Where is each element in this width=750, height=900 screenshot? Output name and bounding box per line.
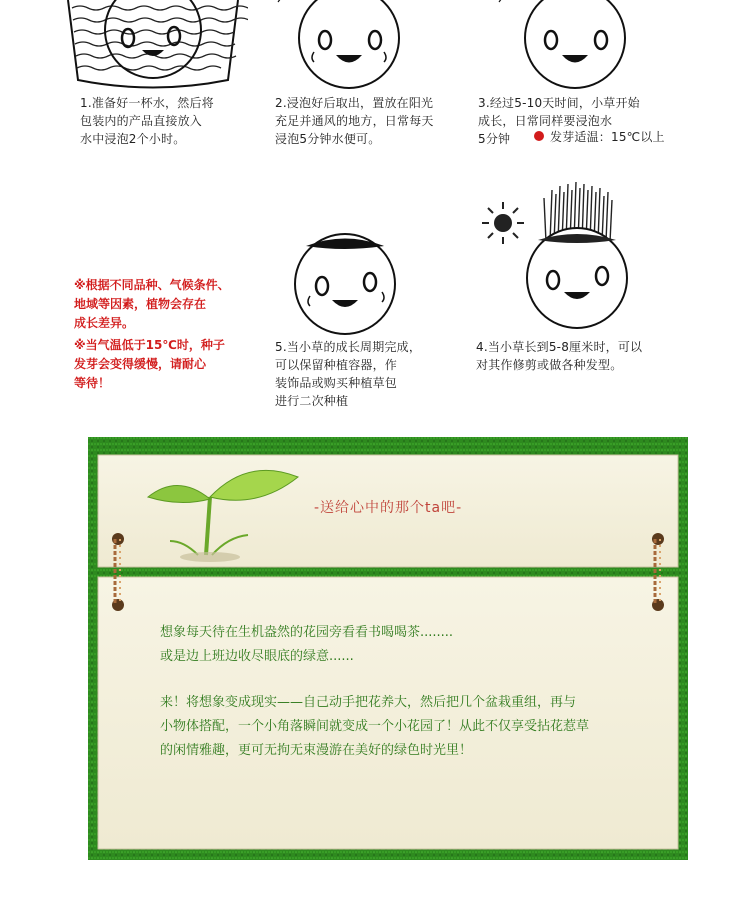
face-pot-illustration	[495, 0, 645, 92]
note-growth-difference: ※根据不同品种、气候条件、 地域等因素，植物会存在 成长差异。	[74, 278, 230, 330]
grass-pot-illustration	[520, 180, 635, 330]
message-line-4: 小物体搭配，一个小角落瞬间就变成一个小花园了！从此不仅享受拈花惹草	[160, 719, 590, 734]
empty-pot-illustration	[290, 226, 400, 340]
face-pot-illustration	[272, 0, 422, 92]
message-line-2: 或是边上班边收尽眼底的绿意......	[160, 649, 354, 664]
cup-illustration	[58, 0, 248, 92]
message-line-3: 来！将想象变成现实——自己动手把花养大，然后把几个盆栽重组，再与	[160, 695, 577, 710]
step-3-text: 3.经过5-10天时间，小草开始 成长，日常同样要浸泡水 5分钟	[478, 96, 640, 146]
message-board	[88, 437, 688, 860]
step-1-text: 1.准备好一杯水，然后将 包装内的产品直接放入 水中浸泡2个小时。	[80, 96, 214, 146]
step-4-text: 4.当小草长到5-8厘米时，可以 对其作修剪或做各种发型。	[476, 340, 643, 372]
spacer	[160, 669, 660, 691]
red-dot-icon	[534, 131, 544, 141]
board-slogan: -送给心中的那个ta吧-	[314, 500, 463, 516]
message-line-5: 的闲情雅趣，更可无拘无束漫游在美好的绿色时光里！	[160, 743, 473, 758]
message-line-1: 想象每天待在生机盎然的花园旁看看书喝喝茶........	[160, 625, 454, 640]
step-2-text: 2.浸泡好后取出，置放在阳光 充足并通风的地方，日常每天 浸泡5分钟水便可。	[275, 96, 434, 146]
board-message	[160, 621, 660, 763]
note-temperature: ※当气温低于15℃时，种子 发芽会变得缓慢，请耐心 等待！	[74, 338, 225, 390]
step-5-text: 5.当小草的成长周期完成， 可以保留种植容器，作 装饰品或购买种植草包 进行二次种植	[275, 340, 422, 408]
step-3-temperature: 发芽适温：15℃以上	[550, 130, 665, 144]
